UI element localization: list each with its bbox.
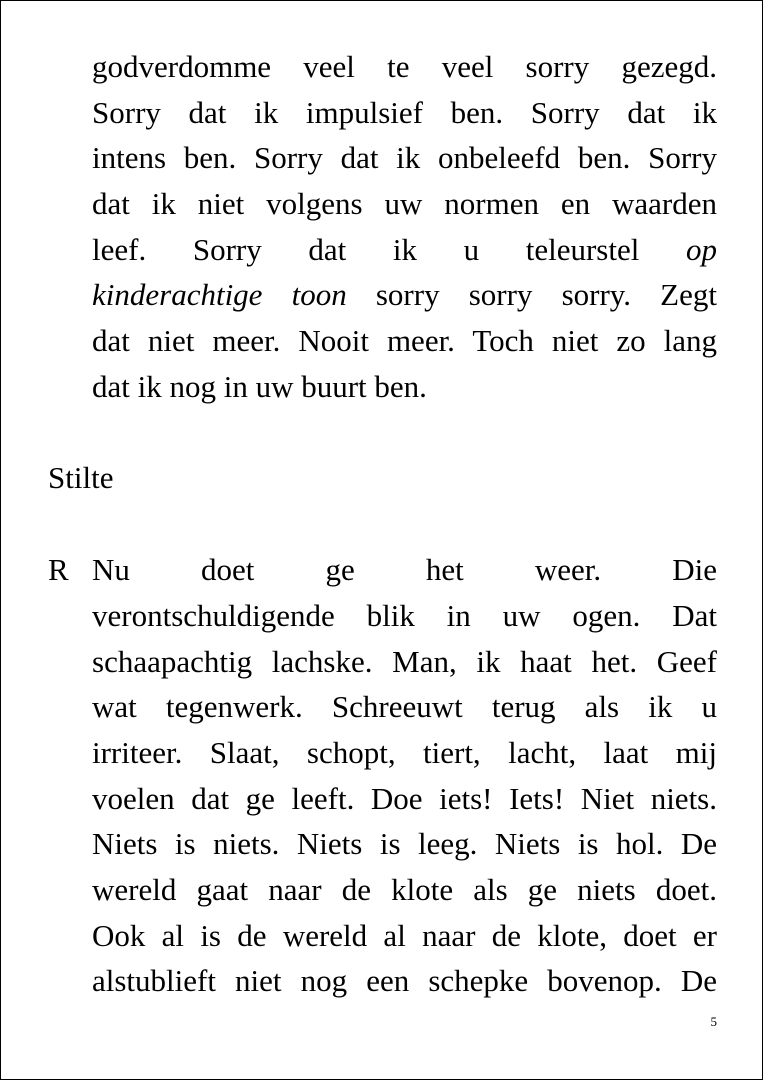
text-line: intens ben. Sorry dat ik onbeleefd ben. Sorry xyxy=(92,140,717,175)
text-line-with-direction xyxy=(92,230,717,270)
text-segment: sorry sorry sorry. Zegt xyxy=(375,277,717,312)
text-line: wat tegenwerk. Schreeuwt terug als ik u xyxy=(92,689,717,724)
text-line: Ook al is de wereld al naar de klote, doet er xyxy=(92,918,717,953)
text-line: dat ik nog in uw buurt ben. xyxy=(92,369,427,404)
stage-direction-inline: kinderachtige toon xyxy=(92,277,347,312)
text-line: schaapachtig lachske. Man, ik haat het. Geef xyxy=(92,644,717,679)
text-line: verontschuldigende blik in uw ogen. Dat xyxy=(92,598,717,633)
text-line: Sorry dat ik impulsief ben. Sorry dat ik xyxy=(92,95,717,130)
text-line: irriteer. Slaat, schopt, tiert, lacht, laat mij xyxy=(92,735,717,770)
speaker-label: R xyxy=(48,552,69,587)
text-line: wereld gaat naar de klote als ge niets doet. xyxy=(92,872,717,907)
text-line: dat niet meer. Nooit meer. Toch niet zo lang xyxy=(92,323,717,358)
text-line: voelen dat ge leeft. Doe iets! Iets! Niet niets. xyxy=(92,781,717,816)
page-number: 5 xyxy=(710,1014,717,1029)
text-line-with-direction xyxy=(92,275,717,315)
text-line: Niets is niets. Niets is leeg. Niets is hol. De xyxy=(92,826,717,861)
text-line: Nu doet ge het weer. Die xyxy=(92,552,717,587)
stage-direction-inline: op xyxy=(686,232,717,267)
text-segment: leef. Sorry dat ik u teleurstel xyxy=(92,232,640,267)
text-line: godverdomme veel te veel sorry gezegd. xyxy=(92,49,717,84)
text-line: alstublieft niet nog een schepke bovenop. De xyxy=(92,963,717,998)
text-line: dat ik niet volgens uw normen en waarden xyxy=(92,186,717,221)
stage-direction: Stilte xyxy=(48,460,114,495)
